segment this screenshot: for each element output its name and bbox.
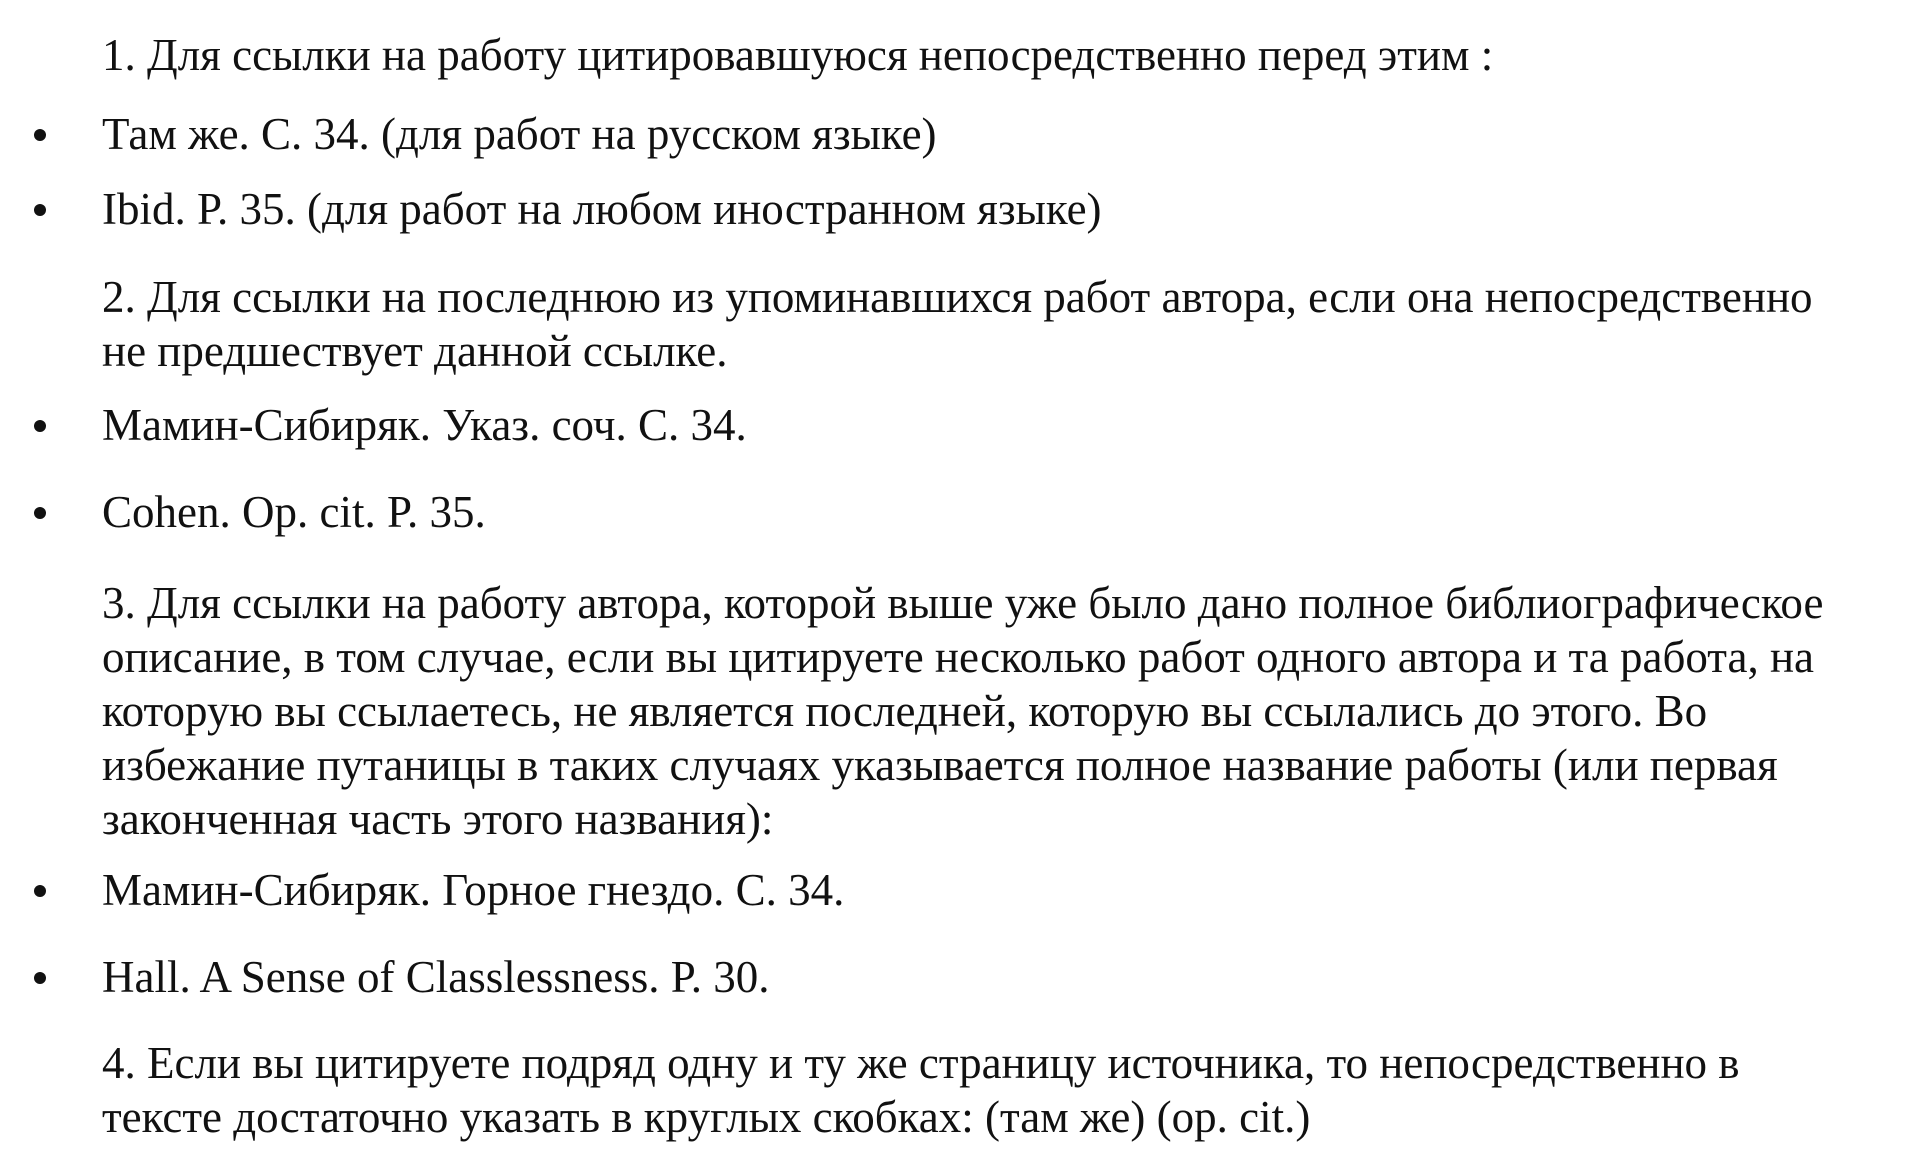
heading-line: 1. Для ссылки на работу цитировавшуюся непосредственно перед этим : <box>102 30 1494 80</box>
list-item: Мамин-Сибиряк. Горное гнездо. С. 34. <box>102 865 845 915</box>
list-item: Cohen. Op. cit. P. 35. <box>102 487 486 537</box>
bullet-dot-icon <box>34 507 46 519</box>
bullet-dot-icon <box>34 204 46 216</box>
list-item: Там же. С. 34. (для работ на русском языке) <box>102 109 937 159</box>
heading-line: которую вы ссылаетесь, не является последней, которую вы ссылались до этого. Во <box>102 686 1708 736</box>
section-3-heading <box>102 576 1902 846</box>
heading-line: избежание путаницы в таких случаях указывается полное название работы (или первая <box>102 740 1778 790</box>
bullet-dot-icon <box>34 972 46 984</box>
list-item: Ibid. P. 35. (для работ на любом иностранном языке) <box>102 184 1102 234</box>
heading-line: тексте достаточно указать в круглых скобках: (там же) (op. cit.) <box>102 1092 1311 1142</box>
section-4-heading <box>102 1036 1902 1144</box>
bullet-dot-icon <box>34 885 46 897</box>
heading-line: 2. Для ссылки на последнюю из упоминавшихся работ автора, если она непосредственно <box>102 272 1813 322</box>
list-item: Мамин-Сибиряк. Указ. соч. С. 34. <box>102 400 747 450</box>
heading-line: законченная часть этого названия): <box>102 794 774 844</box>
bullet-dot-icon <box>34 420 46 432</box>
list-item: Hall. A Sense of Classlessness. P. 30. <box>102 952 770 1002</box>
section-1-heading <box>102 28 1902 82</box>
heading-line: описание, в том случае, если вы цитируете несколько работ одного автора и та работа, на <box>102 632 1814 682</box>
section-2-heading <box>102 270 1902 378</box>
bullet-dot-icon <box>34 129 46 141</box>
heading-line: 4. Если вы цитируете подряд одну и ту же страницу источника, то непосредственно в <box>102 1038 1740 1088</box>
heading-line: не предшествует данной ссылке. <box>102 326 728 376</box>
heading-line: 3. Для ссылки на работу автора, которой выше уже было дано полное библиографическое <box>102 578 1824 628</box>
